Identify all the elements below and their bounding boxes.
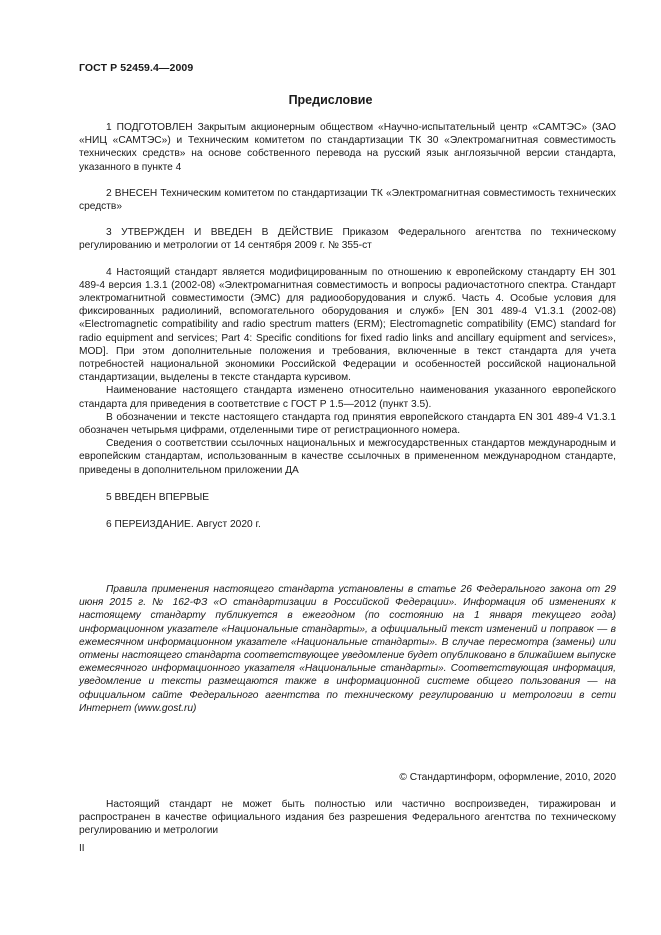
paragraph-1: 1 ПОДГОТОВЛЕН Закрытым акционерным обществом «Научно-испытательный центр «САМТЭС» (ЗАО «НИЦ «САМТЭС») и Техническим комитетом по стандартизации ТК 30 «Электромагнитная совместимость технических средств» на основе собственного перевода на русский язык англоязычной версии стандарта, указанного в пункте 4 [79, 122, 616, 173]
paragraph-3: 3 УТВЕРЖДЕН И ВВЕДЕН В ДЕЙСТВИЕ Приказом Федерального агентства по техническому регулированию и метрологии от 14 сентября 2009 г. № 355-ст [79, 227, 616, 252]
preface-title: Предисловие [288, 93, 373, 107]
paragraph-4-title-note: Наименование настоящего стандарта изменено относительно наименования указанного европейского стандарта для приведения в соответствие с ГОСТ Р 1.5—2012 (пункт 3.5). [79, 385, 616, 410]
paragraph-4-references-note: Сведения о соответствии ссылочных национальных и межгосударственных стандартов международным и европейским стандартам, использованным в качестве ссылочных в примененном международном стандарте, приведены в дополнительном приложении ДА [79, 438, 616, 476]
application-rules-notice: Правила применения настоящего стандарта установлены в статье 26 Федерального закона от 29 июня 2015 г. № 162-ФЗ «О стандартизации в Российской Федерации». Информация об изменениях к настоящему стандарту публикуется в ежегодном (по состоянию на 1 января текущего года) информационном указателе «Национальные стандарты», а официальный текст изменений и поправок — в ежемесячном информационном указателе «Национальные стандарты». В случае пересмотра (замены) или отмены настоящего стандарта соответствующее уведомление будет опубликовано в ближайшем выпуске ежемесячного информационного указателя «Национальные стандарты». Соответствующая информация, уведомление и тексты размещаются также в информационной системе общего пользования — на официальном сайте Федерального агентства по техническому регулированию и метрологии в сети Интернет (www.gost.ru) [79, 584, 616, 714]
paragraph-4: 4 Настоящий стандарт является модифицированным по отношению к европейскому стандарту ЕН 301 489-4 версия 1.3.1 (2002-08) «Электромагнитная совместимость и вопросы радиочастотного спектра. Стандарт электромагнитной совместимости (ЭМС) для радиооборудования и служб. Часть 4. Особые условия для фиксированных радиолиний, вспомогательного оборудования и служб» [EN 301 489-4 V1.3.1 (2002-08) «Electromagnetic compatibility and radio spectrum matters (ERM); Electromagnetic compatibility (EMC) standard for radio equipment and services; Part 4: Specific conditions for fixed radio links and ancillary equipment and services», MOD]. При этом дополнительные положения и требования, включенные в текст стандарта для учета потребностей национальной экономики Российской Федерации и особенностей российской национальной стандартизации, выделены в тексте стандарта курсивом. [79, 266, 616, 384]
paragraph-6: 6 ПЕРЕИЗДАНИЕ. Август 2020 г. [106, 519, 261, 531]
page-number: II [79, 843, 85, 854]
preface-body [79, 121, 616, 531]
standard-number: ГОСТ Р 52459.4—2009 [79, 62, 194, 74]
paragraph-5: 5 ВВЕДЕН ВПЕРВЫЕ [106, 491, 210, 503]
reproduction-notice: Настоящий стандарт не может быть полностью или частично воспроизведен, тиражирован и распространен в качестве официального издания без разрешения Федерального агентства по техническому регулированию и метрологии [79, 799, 616, 837]
copyright-line: © Стандартинформ, оформление, 2010, 2020 [399, 772, 616, 783]
paragraph-2: 2 ВНЕСЕН Техническим комитетом по стандартизации ТК «Электромагнитная совместимость технических средств» [79, 187, 616, 213]
paragraph-4-designation-note: В обозначении и тексте настоящего стандарта год принятия европейского стандарта EN 301 489-4 V1.3.1 обозначен четырьмя цифрами, отделенными тире от регистрационного номера. [79, 411, 616, 437]
